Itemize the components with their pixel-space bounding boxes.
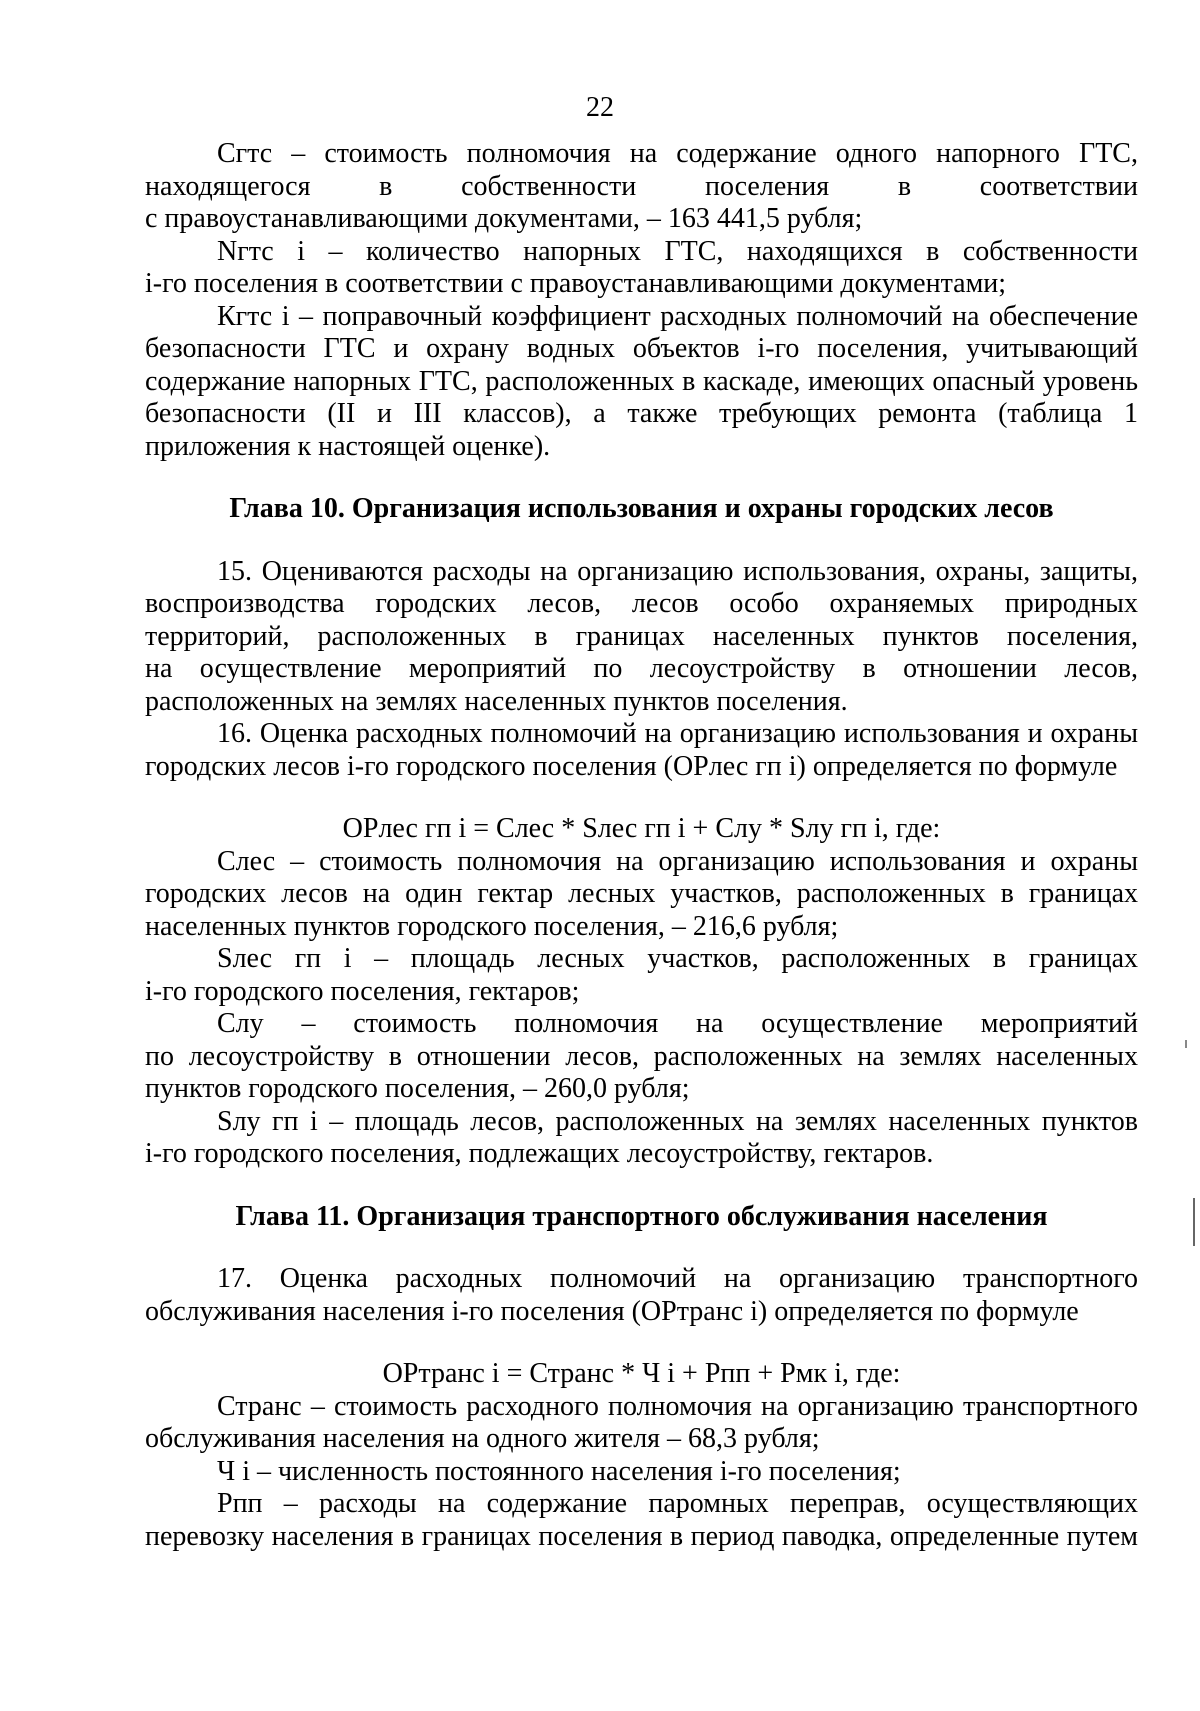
paragraph-line: 17. Оценка расходных полномочий на организацию транспортного — [217, 1263, 1138, 1294]
paragraph-line: обслуживания населения на одного жителя – 68,3 рубля; — [145, 1423, 820, 1454]
paragraph-line: Sлес гп i – площадь лесных участков, расположенных в границах — [217, 943, 1138, 974]
paragraph-line: i-го городского поселения, подлежащих лесоустройству, гектаров. — [145, 1138, 934, 1169]
paragraph-line: городских лесов i-го городского поселения (ОРлес гп i) определяется по формуле — [145, 750, 1118, 782]
paragraph-line: Sлу гп i – площадь лесов, расположенных на землях населенных пунктов — [217, 1105, 1138, 1137]
paragraph-line: безопасности ГТС и охрану водных объектов i-го поселения, учитывающий — [145, 333, 1138, 364]
transport-formula: ОРтранс i = Странс * Ч i + Рпп + Рмк i, где: — [382, 1358, 901, 1389]
paragraph-line: городских лесов на один гектар лесных участков, расположенных в границах — [145, 878, 1138, 909]
paragraph-line: Ч i – численность постоянного населения i-го поселения; — [217, 1455, 901, 1487]
paragraph-line: обслуживания населения i-го поселения (ОРтранс i) определяется по формуле — [145, 1295, 1079, 1327]
paragraph-line: Кгтс i – поправочный коэффициент расходных полномочий на обеспечение — [217, 300, 1138, 332]
paragraph-line: содержание напорных ГТС, расположенных в каскаде, имеющих опасный уровень — [145, 365, 1138, 397]
paragraph-line: по лесоустройству в отношении лесов, расположенных на землях населенных — [145, 1040, 1138, 1072]
paragraph-line: территорий, расположенных в границах населенных пунктов поселения, — [145, 620, 1138, 652]
chapter-11-heading: Глава 11. Организация транспортного обслуживания населения — [235, 1200, 1048, 1232]
paragraph-line: Слу – стоимость полномочия на осуществление мероприятий — [217, 1008, 1138, 1039]
paragraph-line: находящегося в собственности поселения в соответствии — [145, 170, 1138, 202]
paragraph-line: на осуществление мероприятий по лесоустройству в отношении лесов, — [145, 653, 1138, 684]
scan-artifact — [1185, 1040, 1187, 1048]
scan-artifact — [1193, 1198, 1195, 1246]
paragraph-line: 16. Оценка расходных полномочий на организацию использования и охраны — [217, 718, 1138, 749]
paragraph-line: безопасности (II и III классов), а также требующих ремонта (таблица 1 — [145, 398, 1138, 429]
paragraph-line: Рпп – расходы на содержание паромных переправ, осуществляющих — [217, 1488, 1138, 1519]
paragraph-line: воспроизводства городских лесов, лесов особо охраняемых природных — [145, 588, 1138, 619]
paragraph-line: Странс – стоимость расходного полномочия на организацию транспортного — [217, 1390, 1138, 1422]
paragraph-line: i-го поселения в соответствии с правоустанавливающими документами; — [145, 268, 1007, 299]
forest-formula: ОРлес гп i = Слес * Sлес гп i + Слу * Sлу гп i, где: — [342, 813, 941, 844]
page-number: 22 — [586, 92, 614, 123]
paragraph-line: 15. Оцениваются расходы на организацию использования, охраны, защиты, — [217, 555, 1138, 587]
paragraph-line: i-го городского поселения, гектаров; — [145, 975, 580, 1007]
paragraph-line: Слес – стоимость полномочия на организацию использования и охраны — [217, 845, 1138, 877]
paragraph-line: приложения к настоящей оценке). — [145, 430, 551, 462]
paragraph-line: расположенных на землях населенных пунктов поселения. — [145, 685, 848, 717]
chapter-10-heading: Глава 10. Организация использования и охраны городских лесов — [229, 493, 1054, 524]
paragraph-line: Сгтс – стоимость полномочия на содержание одного напорного ГТС, — [217, 138, 1138, 169]
paragraph-line: пунктов городского поселения, – 260,0 рубля; — [145, 1073, 690, 1104]
paragraph-line: перевозку населения в границах поселения в период паводка, определенные путем — [145, 1520, 1138, 1552]
paragraph-line: Nгтс i – количество напорных ГТС, находящихся в собственности — [217, 235, 1138, 267]
paragraph-line: населенных пунктов городского поселения, – 216,6 рубля; — [145, 910, 839, 942]
document-body — [145, 138, 1138, 1553]
paragraph-line: с правоустанавливающими документами, – 163 441,5 рубля; — [145, 203, 863, 234]
